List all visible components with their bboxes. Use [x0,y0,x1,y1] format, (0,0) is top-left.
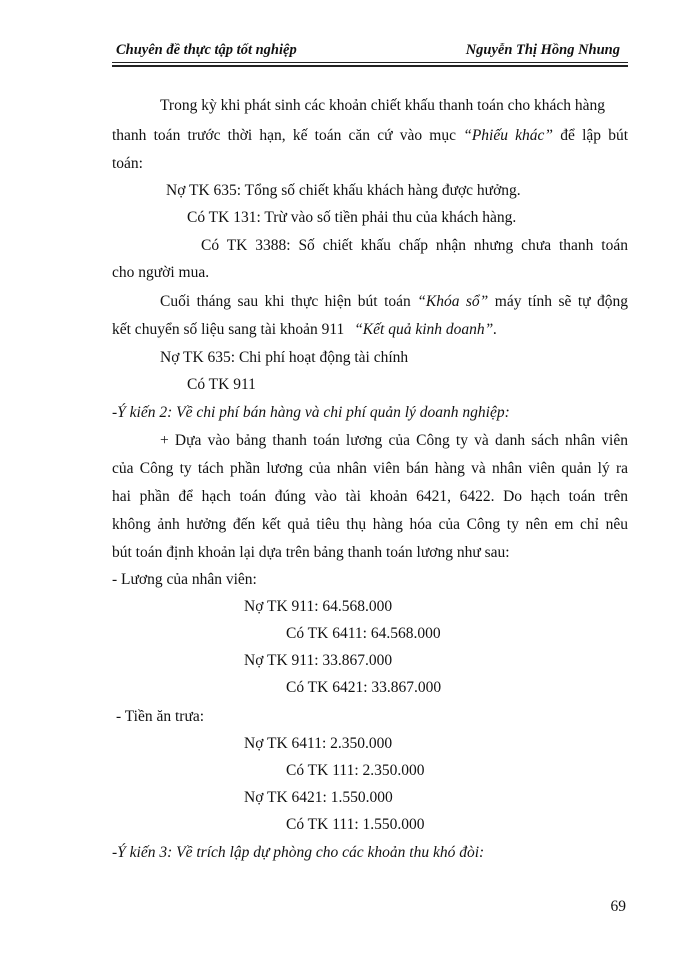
journal-entry: Có TK 111: 1.550.000 [286,816,425,833]
journal-entry: Nợ TK 911: 33.867.000 [244,652,393,669]
header-left-title: Chuyên đề thực tập tốt nghiệp [116,42,297,58]
page-number: 69 [610,898,626,915]
journal-entry: Nợ TK 635: Tổng số chiết khấu khách hàng được hưởng. [166,182,521,199]
text-line: toán: [112,155,143,172]
journal-entry: Nợ TK 6411: 2.350.000 [244,735,393,752]
journal-entry: Có TK 131: Trừ vào số tiền phải thu của khách hàng. [187,209,517,226]
text-line: không ảnh hưởng đến kết quả tiêu thụ hàng hóa của Công ty nên em chỉ nêu [112,516,628,533]
journal-entry: Có TK 111: 2.350.000 [286,762,425,779]
section-heading: -Ý kiến 3: Về trích lập dự phòng cho các khoản thu khó đòi: [112,844,485,861]
text-line: bút toán định khoản lại dựa trên bảng thanh toán lương như sau: [112,544,510,561]
journal-entry: Nợ TK 911: 64.568.000 [244,598,393,615]
text-line: Cuối tháng sau khi thực hiện bút toán “Khóa sổ” máy tính sẽ tự động [160,293,629,310]
journal-entry: Có TK 6411: 64.568.000 [286,625,441,642]
journal-entry: Có TK 6421: 33.867.000 [286,679,442,696]
header-rule-thin [112,62,628,63]
header-author: Nguyễn Thị Hồng Nhung [465,42,620,58]
journal-entry: Có TK 3388: Số chiết khấu chấp nhận nhưng chưa thanh toán [201,237,628,254]
text-line: + Dựa vào bảng thanh toán lương của Công ty và danh sách nhân viên [160,432,628,449]
subheading: - Lương của nhân viên: [112,571,257,588]
journal-entry: Nợ TK 6421: 1.550.000 [244,789,393,806]
text-line: cho người mua. [112,264,210,281]
text-line: của Công ty tách phần lương của nhân viên bán hàng và nhân viên quản lý ra [112,460,628,477]
text-line: thanh toán trước thời hạn, kế toán căn cứ vào mục “Phiếu khác” để lập bút [112,127,629,144]
header-rule-thick [112,65,628,67]
page-header [112,38,628,60]
text-line: Trong kỳ khi phát sinh các khoản chiết khấu thanh toán cho khách hàng [160,97,605,114]
journal-entry: Có TK 911 [187,376,256,393]
subheading: - Tiền ăn trưa: [116,708,205,725]
section-heading: -Ý kiến 2: Về chi phí bán hàng và chi phí quản lý doanh nghiệp: [112,404,510,421]
text-line: hai phần để hạch toán đúng vào tài khoản 6421, 6422. Do hạch toán trên [112,488,628,505]
text-line: kết chuyển số liệu sang tài khoản 911 “Kết quả kinh doanh”. [112,321,498,338]
journal-entry: Nợ TK 635: Chi phí hoạt động tài chính [160,349,409,366]
